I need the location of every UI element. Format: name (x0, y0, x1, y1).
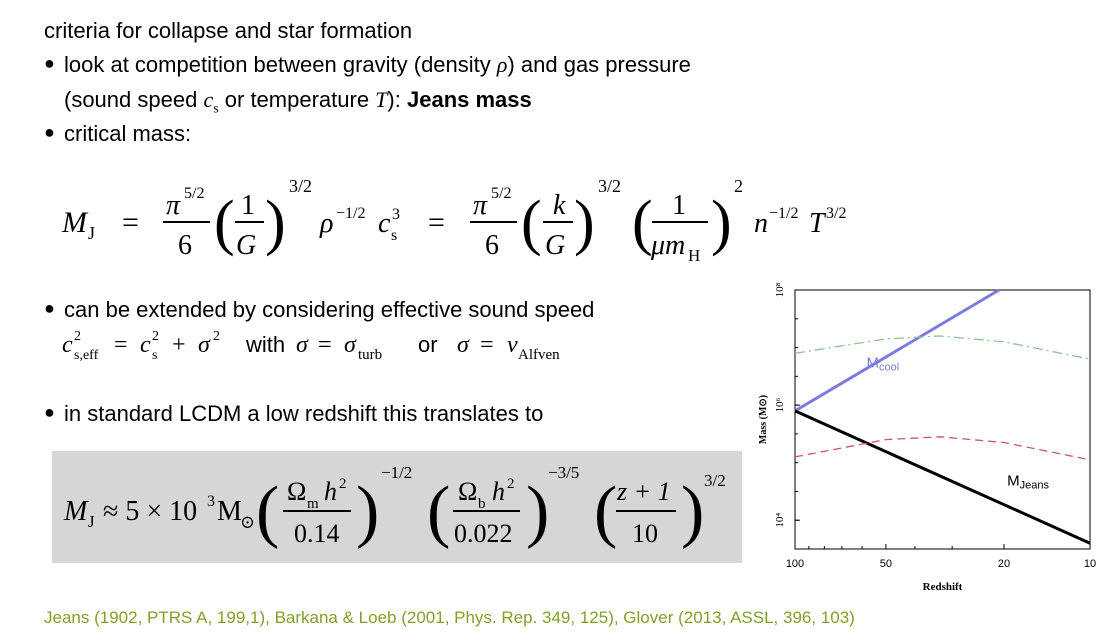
svg-text:k: k (553, 190, 566, 221)
svg-text:v: v (507, 332, 518, 358)
svg-text:(: ( (521, 189, 542, 257)
svg-text:3/2: 3/2 (826, 205, 847, 222)
svg-text:m: m (307, 496, 319, 512)
svg-text:1: 1 (241, 190, 255, 221)
y-tick-label: 10⁶ (774, 397, 786, 413)
mass-redshift-chart (752, 280, 1106, 607)
svg-text:−1/2: −1/2 (381, 463, 413, 482)
page-title: criteria for collapse and star formation (44, 18, 413, 43)
svg-text:−1/2: −1/2 (769, 205, 799, 222)
svg-text:0.022: 0.022 (454, 519, 513, 548)
y-tick-label: 10⁸ (774, 282, 786, 298)
svg-text:ρ: ρ (320, 208, 334, 239)
svg-text:Ω: Ω (287, 477, 307, 506)
bullet-dot-icon: ● (44, 298, 55, 318)
svg-text:2: 2 (152, 329, 159, 344)
svg-text:J: J (88, 512, 95, 531)
svg-text:): ) (711, 189, 732, 257)
svg-text:): ) (574, 189, 595, 257)
svg-text:b: b (478, 496, 486, 512)
svg-text:⊙: ⊙ (240, 512, 256, 532)
svg-text:G: G (545, 230, 566, 261)
svg-text:=: = (480, 332, 494, 358)
svg-text:M: M (217, 496, 242, 527)
svg-text:s: s (391, 227, 398, 244)
svg-text:−3/5: −3/5 (548, 463, 580, 482)
svg-text:+: + (172, 332, 186, 358)
svg-text:π: π (166, 190, 181, 221)
svg-text:−1/2: −1/2 (336, 205, 366, 222)
svg-text:): ) (265, 189, 286, 257)
svg-text:(: ( (632, 189, 653, 257)
svg-text:J: J (88, 223, 96, 243)
svg-text:3/2: 3/2 (289, 176, 313, 196)
x-tick-label: 10 (1083, 558, 1097, 570)
svg-text:σ: σ (296, 332, 308, 358)
svg-text:z + 1: z + 1 (617, 477, 671, 506)
svg-text:c: c (140, 332, 151, 358)
svg-text:Alfven: Alfven (518, 347, 560, 363)
svg-text:c: c (378, 208, 391, 239)
x-axis-label: Redshift (922, 581, 963, 593)
svg-text:σ: σ (198, 332, 210, 358)
references-footer: Jeans (1902, PTRS A, 199,1), Barkana & Loeb (2001, Phys. Rep. 349, 125), Glover (2013, ASSL, 396, 103) (44, 608, 855, 627)
svg-text:with: with (246, 332, 286, 357)
svg-text:(: ( (214, 189, 235, 257)
svg-text:c: c (62, 332, 73, 358)
chart-canvas (752, 280, 1106, 602)
svg-text:1: 1 (672, 190, 686, 221)
series-line-m-jeans (795, 411, 1090, 543)
svg-text:n: n (754, 208, 768, 239)
svg-text:T: T (809, 208, 825, 239)
svg-text:σ: σ (344, 332, 356, 358)
svg-text:=: = (122, 206, 139, 239)
bullet-dot-icon: ● (44, 122, 55, 142)
bullet-effective-sound-speed: can be extended by considering effective sound speed (64, 297, 595, 322)
svg-text:μm: μm (651, 230, 686, 261)
x-tick-label: 20 (997, 558, 1011, 570)
svg-text:(: ( (594, 473, 618, 550)
svg-text:2: 2 (74, 329, 81, 344)
y-tick-label: 10⁴ (774, 512, 786, 528)
svg-text:6: 6 (485, 230, 499, 261)
bullet-dot-icon: ● (44, 53, 55, 73)
svg-text:M: M (62, 206, 87, 239)
bullet-sound-speed-line: (sound speed $c_s$ or temperature T): Jeans mass (64, 87, 532, 117)
svg-text:(: ( (256, 473, 280, 550)
svg-text:3/2: 3/2 (598, 176, 622, 196)
svg-text:6: 6 (178, 230, 192, 261)
svg-text:π: π (473, 190, 488, 221)
svg-text:5/2: 5/2 (491, 185, 512, 202)
svg-text:H: H (688, 246, 701, 265)
plot-frame (795, 290, 1090, 549)
svg-text:=: = (318, 332, 332, 358)
series-label-m-cool: $M_{cool}$ (866, 354, 900, 374)
x-tick-label: 100 (785, 558, 805, 570)
svg-text:G: G (236, 230, 257, 261)
bullet-gravity-pressure: look at competition between gravity (density ρ) and gas pressure (64, 52, 691, 77)
svg-text:10: 10 (632, 519, 658, 548)
y-axis-label: Mass (M⊙) (758, 394, 769, 445)
svg-text:5/2: 5/2 (184, 185, 205, 202)
svg-text:≈ 5 × 10: ≈ 5 × 10 (103, 496, 198, 527)
bullet-critical-mass: critical mass: (64, 121, 192, 146)
svg-text:): ) (356, 473, 380, 550)
svg-text:): ) (526, 473, 550, 550)
svg-text:s,eff: s,eff (74, 348, 99, 363)
svg-text:turb: turb (358, 347, 383, 363)
svg-text:): ) (681, 473, 705, 550)
svg-text:3: 3 (207, 493, 215, 510)
series-label-m-jeans: $M_{Jeans}$ (1007, 472, 1050, 492)
svg-text:2: 2 (507, 476, 515, 492)
series-line-m-cool (795, 290, 999, 411)
svg-text:3/2: 3/2 (704, 471, 726, 490)
svg-text:0.14: 0.14 (294, 519, 340, 548)
svg-text:(: ( (427, 473, 451, 550)
svg-text:s: s (152, 348, 158, 363)
svg-text:=: = (114, 332, 128, 358)
series-line-curve-2 (795, 336, 1090, 359)
svg-text:σ: σ (457, 332, 469, 358)
bullet-dot-icon: ● (44, 402, 55, 422)
svg-text:2: 2 (213, 329, 220, 344)
svg-text:2: 2 (734, 176, 743, 196)
svg-text:h: h (492, 477, 505, 506)
svg-text:Ω: Ω (458, 477, 478, 506)
svg-text:or: or (418, 332, 438, 357)
svg-text:=: = (428, 206, 445, 239)
svg-text:h: h (324, 477, 337, 506)
bullet-lcdm: in standard LCDM a low redshift this translates to (64, 401, 544, 426)
svg-text:3: 3 (392, 206, 400, 223)
series-line-curve-3 (795, 437, 1090, 460)
svg-text:2: 2 (339, 476, 347, 492)
svg-text:M: M (64, 496, 88, 527)
x-tick-label: 50 (879, 558, 893, 570)
